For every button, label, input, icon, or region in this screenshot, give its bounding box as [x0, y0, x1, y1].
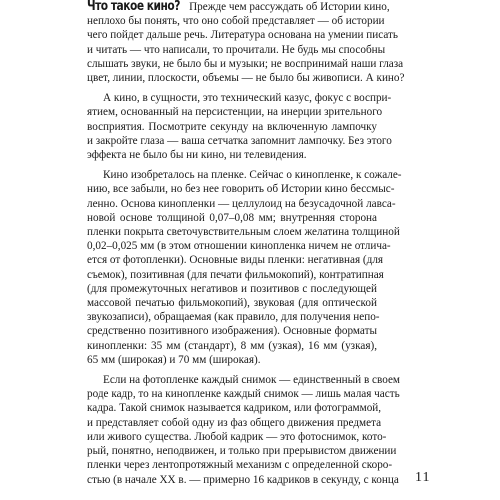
text-line: нию, все забыли, но без нее говорить об Истории кино бессмыс- [87, 183, 395, 196]
text-line: (для промежуточных негативов и позитивов с последующей [87, 282, 377, 295]
text-line: слышать звуки, не было бы и музыки; не воспринимай наши глаза [87, 57, 404, 70]
paragraph-4 [87, 373, 400, 487]
paragraph-3 [87, 168, 402, 367]
text-line: ется от фотопленки). Основные виды пленки: негативная (для [87, 254, 384, 267]
text-line: средственно позитивного изображения). Основные форматы [87, 325, 377, 338]
text-line: и представляет собой одну из фаз общего движения предмета [87, 416, 382, 429]
section-heading: Что такое кино? [87, 0, 180, 14]
text-line: чего пойдет дальше речь. Литература основана на умении писать [87, 29, 399, 42]
text-line: Что такое кино? Прежде чем рассуждать об Истории кино, [87, 0, 390, 14]
text-line: роде кадр, то на кинопленке каждый снимок — лишь малая часть [87, 388, 400, 401]
text-line: Кино изобреталось на пленке. Сейчас о кинопленке, к сожале- [103, 169, 402, 182]
text-line: кадра. Такой снимок называется кадриком, или фотограммой, [87, 402, 382, 415]
text-line: стью (в начале XX в. — примерно 16 кадриков в секунду, с конца [87, 473, 399, 486]
text-line: А кино, в сущности, это технический казус, фокус с воспри- [103, 92, 392, 105]
text-line: неплохо бы понять, что оно собой представляет — об истории [87, 15, 385, 28]
text-line: пленки через лентопротяжный механизм с определенной скоро- [87, 459, 393, 472]
text-line: и читать — что написали, то прочитали. Не будь мы способны [87, 43, 386, 56]
text-line: звукозаписи), обращаемая (как правило, для получения непо- [87, 311, 380, 324]
paragraph-2 [87, 91, 392, 162]
text-line: съемок), позитивная (для печати фильмокопий), контратипная [87, 268, 384, 281]
text-line: или живого существа. Любой кадрик — это фотоснимок, кото- [87, 430, 387, 443]
text-line: кинопленки: 35 мм (стандарт), 8 мм (узкая), 16 мм (узкая), [87, 339, 377, 352]
text-line: Если на фотопленке каждый снимок — единственный в своем [103, 374, 400, 387]
text-line: новой основе толщиной 0,07–0,08 мм; внутренняя сторона [87, 211, 377, 224]
text-line: пленки покрыта светочувствительным слоем желатина толщиной [87, 226, 400, 239]
text-line: цвет, линии, плоскости, объемы — не было бы живописи. А кино? [87, 72, 405, 85]
paragraph-1 [87, 0, 405, 85]
text-line: массовой печатью фильмокопий), звуковая (для оптической [87, 297, 377, 310]
text-line: эффекта не было бы ни кино, ни телевидения. [87, 149, 307, 162]
text-line: ятием, основанный на персистенции, на инерции зрительного [87, 106, 383, 119]
text-line: 0,02–0,025 мм (в этом отношении кинопленка ничем не отлича- [87, 240, 391, 253]
text-line: рый, понятно, неподвижен, и только при прерывистом движении [87, 445, 397, 458]
text-line: и закройте глаза — ваша сетчатка запомнит лампочку. Без этого [87, 134, 392, 147]
page-number: 11 [415, 470, 431, 485]
text-line: ленно. Основа кинопленки — целлулоид на безусадочной лавса- [87, 197, 396, 210]
text-line: восприятия. Посмотрите секунду на включенную лампочку [87, 120, 377, 133]
text-line: 65 мм (широкая) и 70 мм (широкая). [87, 353, 261, 366]
body-text [87, 0, 405, 487]
